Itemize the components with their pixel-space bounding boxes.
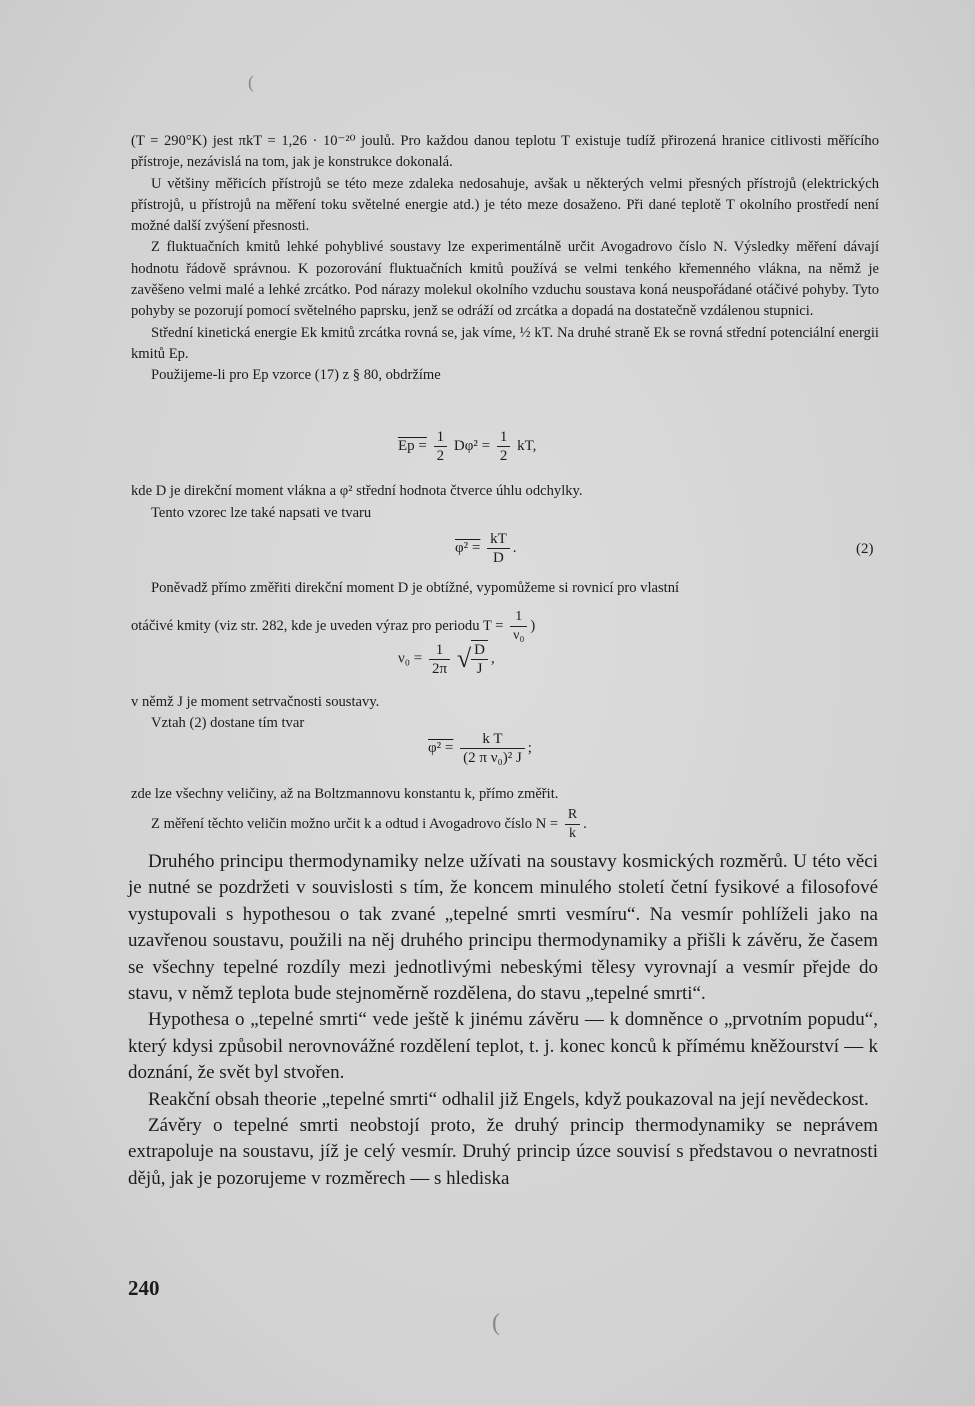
equation-number: (2) [856, 541, 874, 557]
paragraph: U většiny měřicích přístrojů se této meze zdaleka nedosahuje, avšak u některých velmi přesných přístrojů (elektrických přístrojů, u přístrojů na měření toku světelné energie atd.) je této meze dosaženo. Při dané teplotě T okolního prostředí není možné další zvýšení přesnosti. [131, 175, 879, 235]
page-number: 240 [128, 1276, 160, 1300]
paragraph: Střední kinetická energie Ek kmitů zrcátka rovná se, jak víme, ½ kT. Na druhé straně Ek se rovná střední potenciální energii kmitů Ep. [131, 324, 879, 362]
text-line: otáčivé kmity (viz str. 282, kde je uveden výraz pro periodu T = $\frac{1}{\text{ν₀}}$ ) [131, 609, 536, 643]
paragraph: Druhého principu thermodynamiky nelze užívati na soustavy kosmických rozměrů. U této věci je nutné se pozdržeti v souvislosti s tím, že koncem minulého století četní fysikové a filosofové vystupovali s hypothesou o tak zvané „tepelné smrti vesmíru“. Na vesmír pohlíželi jako na uzavřenou soustavu, použili na něj druhého principu thermodynamiky a přišli k závěru, že časem se všechny tepelné rozdíly mezi jednotlivými nebeskými tělesy vyrovnají a vesmír přejde do stavu, v němž teplota bude stejnoměrně rozdělena, do stavu „tepelné smrti“. [128, 851, 878, 1005]
main-text-block [128, 849, 878, 1192]
paragraph: Z fluktuačních kmitů lehké pohyblivé soustavy lze experimentálně určit Avogadrovo číslo N. Výsledky měření dávají hodnotu řádově správnou. K pozorování fluktuačních kmitů používá se velmi tenkého křemenného vlákna, na němž je zavěšeno velmi malé a lehké zrcátko. Pod nárazy molekul okolního vzduchu soustava koná neuspořádané otáčivé pohyby. Tyto pohyby se pozorují pomocí světelného paprsku, jenž se odráží od zrcátka a dopadá na dostatečně vzdálenou stupnici. [131, 239, 879, 320]
text-line: Vztah (2) dostane tím tvar [151, 715, 305, 731]
paragraph: Závěry o tepelné smrti neobstojí proto, že druhý princip thermodynamiky se neprávem extrapoluje na soustavu, jíž je celý vesmír. Druhý princip úzce souvisí s představou o nevratnosti dějů, jak je pozorujeme v rozměrech — s hlediska [128, 1115, 878, 1189]
text-line: Z měření těchto veličin možno určit k a odtud i Avogadrovo číslo N = $\frac{R}{k}$ . [151, 807, 587, 841]
equation-phi-squared: φ² = $\frac{\text{k T}}{\text{(2 π ν₀)² J}}$ ; [428, 731, 532, 766]
text-line: v němž J je moment setrvačnosti soustavy. [131, 694, 380, 710]
scan-mark-icon: ( [492, 1310, 500, 1336]
paragraph: Hypothesa o „tepelné smrti“ vede ještě k jinému závěru — k domněnce o „prvotním popudu“, který kdysi způsobil nerovnovážné rozdělení teplot, t. j. konec konců k přímému kněžourství — k doznání, že svět byl stvořen. [128, 1009, 878, 1084]
text-line: Tento vzorec lze také napsati ve tvaru [151, 505, 372, 521]
equation-nu0: ν₀ = $\frac{1}{2\pi}$ √ $\frac{D}{J}$ , [398, 641, 495, 677]
text-line: Poněvadž přímo změřiti direkční moment D je obtížné, vypomůžeme si rovnicí pro vlastní [151, 580, 680, 596]
paragraph: Reakční obsah theorie „tepelné smrti“ odhalil již Engels, když poukazoval na její nevědeckost. [148, 1088, 869, 1110]
small-text-block [131, 131, 879, 387]
equation-ep: Ep = $\frac{1}{2}$ Dφ² = $\frac{1}{2}$ kT, [398, 429, 537, 464]
equation-2: φ² = $\frac{kT}{D}$ . [455, 531, 517, 566]
paragraph: (T = 290°K) jest πkT = 1,26 · 10⁻²⁰ joulů. Pro každou danou teplotu T existuje tudíž přirozená hranice citlivosti měřícího přístroje, nezávislá na tom, jak je konstrukce dokonalá. [131, 133, 879, 171]
text-line: kde D je direkční moment vlákna a φ² střední hodnota čtverce úhlu odchylky. [131, 483, 583, 499]
text-line: zde lze všechny veličiny, až na Boltzmannovu konstantu k, přímo změřit. [131, 786, 559, 802]
paragraph: Použijeme-li pro Ep vzorce (17) z § 80, obdržíme [151, 367, 441, 384]
scan-mark-icon: ( [248, 72, 254, 92]
